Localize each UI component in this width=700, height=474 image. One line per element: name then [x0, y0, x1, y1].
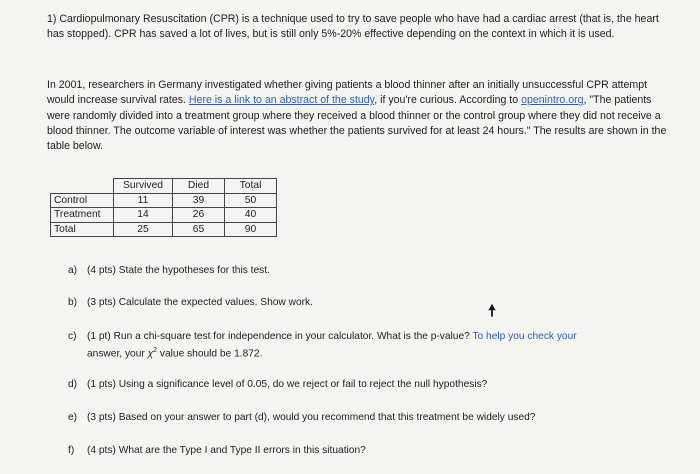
- study-abstract-link[interactable]: Here is a link to an abstract of the study: [188, 94, 375, 107]
- openintro-link[interactable]: openintro.org: [521, 94, 584, 107]
- question-d-text: (1 pts) Using a significance level of 0.05, do we reject or fail to reject the null hypothesis?: [87, 379, 488, 390]
- question-a-tag: a): [68, 265, 78, 276]
- question-c: [68, 330, 668, 361]
- question-e-tag: e): [68, 412, 78, 423]
- study-text-3: , "The patients were randomly divided into a treatment group where they received a blood thinner or the control group where they did not receive a blood thinner. The outcome variable of interest was whether the patients survived for at least 24 hours." The results are shown in the table below.: [47, 94, 667, 153]
- question-b: [68, 296, 668, 310]
- question-c-tag: c): [68, 331, 77, 342]
- table-cell: 25: [114, 222, 173, 237]
- table-row: [51, 208, 277, 223]
- table-cell: 39: [173, 193, 225, 208]
- table-cell: 50: [225, 193, 277, 208]
- table-cell: 11: [114, 193, 173, 208]
- table-header-row: [51, 179, 277, 194]
- chi-symbol: χ: [147, 348, 154, 360]
- question-d-tag: d): [68, 379, 78, 390]
- intro-text: 1) Cardiopulmonary Resuscitation (CPR) is a technique used to try to save people who have had a cardiac arrest (that is, the heart has stopped). CPR has saved a lot of lives, but is still only 5%-20% effective depending on the context in which it is used.: [47, 13, 659, 41]
- table-cell: 26: [173, 208, 225, 223]
- mouse-pointer-icon: [486, 302, 498, 318]
- results-table: [50, 178, 277, 237]
- question-c-hint: To help you check your: [472, 331, 577, 342]
- study-paragraph: [47, 78, 667, 154]
- table-row: [51, 222, 277, 237]
- table-cell: 65: [173, 222, 225, 237]
- table-header-cell: Survived: [114, 179, 173, 194]
- question-b-tag: b): [68, 297, 78, 308]
- question-c-line2-post: value should be 1.872.: [157, 348, 263, 360]
- question-c-line2-pre: answer, your: [87, 348, 148, 360]
- question-b-text: (3 pts) Calculate the expected values. Show work.: [87, 297, 313, 308]
- question-a: [68, 264, 668, 278]
- question-f-text: (4 pts) What are the Type I and Type II errors in this situation?: [87, 445, 366, 456]
- intro-paragraph: [47, 12, 667, 43]
- table-header-cell: Died: [173, 179, 225, 194]
- chi-superscript: 2: [153, 347, 158, 354]
- table-cell: 40: [225, 208, 277, 223]
- table-row-label: Treatment: [51, 208, 114, 223]
- question-f: [68, 444, 668, 458]
- table-header-cell: Total: [225, 179, 277, 194]
- table-cell: 90: [225, 222, 277, 237]
- question-e: [68, 411, 668, 425]
- study-text-2: , if you're curious. According to: [374, 94, 522, 107]
- question-c-text: (1 pt) Run a chi-square test for independence in your calculator. What is the p-value?: [87, 331, 473, 342]
- table-corner-cell: [51, 179, 114, 194]
- question-e-text: (3 pts) Based on your answer to part (d), would you recommend that this treatment be widely used?: [87, 412, 536, 423]
- table-row-label: Total: [51, 222, 114, 237]
- study-text-1: In 2001, researchers in Germany investigated whether giving patients a blood thinner after an initially unsuccessful CPR attempt would increase survival rates.: [47, 79, 648, 107]
- question-a-text: (4 pts) State the hypotheses for this test.: [87, 265, 270, 276]
- question-d: [68, 378, 668, 392]
- table-row-label: Control: [51, 193, 114, 208]
- table-row: [51, 193, 277, 208]
- question-f-tag: f): [68, 445, 75, 456]
- table-cell: 14: [114, 208, 173, 223]
